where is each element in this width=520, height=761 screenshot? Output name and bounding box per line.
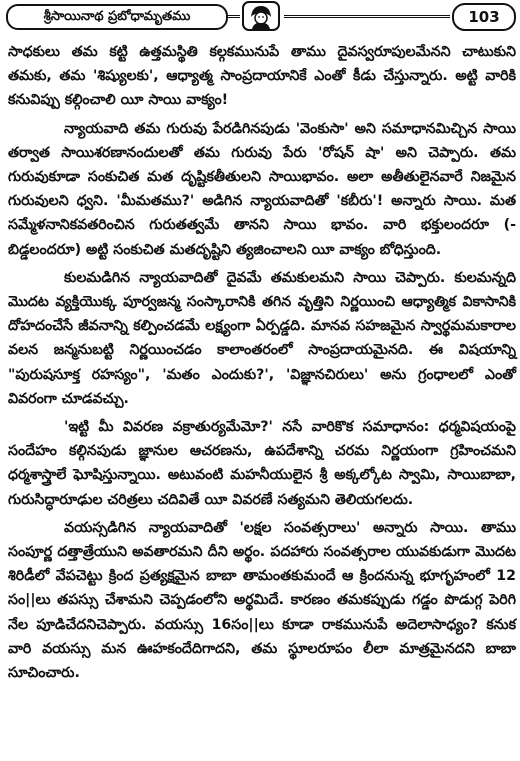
page-body bbox=[8, 40, 516, 685]
paragraph: వయస్సడిగిన న్యాయవాదితో 'లక్షల సంవత్సరాలు' అన్నారు సాయి. తాము సంపూర్ణ దత్తాత్రేయుని అవతారమని దీని అర్థం. పదహారు సంవత్సరాల యువకుడుగా మొదట శిరిడీలో వేపచెట్టు క్రింద ప్రత్యక్షమైన బాబా తామంతకుమందే ఆ క్రిందనున్న భూగృహంలో 12 సం||లు తపస్సు చేశామని చెప్పడంలోని అర్థమిదే. కారణం తమకప్పుడు గడ్డం పొడుగ్గ పెరిగి నేల పూడిచేదనిచెప్పారు. వయస్సు 16సం||లు కూడా రాకమునుపే అదెలాసాధ్యం? కనుక వారి వయస్సు మన ఊహకందేదిగాదని, తమ స్థూలరూపం లీలా మాత్రమైనదని బాబా సూచించారు. bbox=[8, 519, 516, 682]
header-rule-left bbox=[226, 15, 240, 18]
saint-portrait-icon bbox=[242, 1, 280, 31]
header-rule-right bbox=[284, 15, 450, 18]
page-number: 103 bbox=[452, 3, 516, 31]
paragraph: 'ఇట్టి మీ వివరణ వక్రాతుర్యమేమో?' నసే వారికొక సమాధానం: ధర్మవిషయంపై సందేహం కల్గినపుడు జ్ఞానుల ఆచరణను, ఉపదేశాన్ని చరమ నిర్ణయంగా గ్రహించమని ధర్మశాస్త్రాలే ఘోషిస్తున్నాయి. అటువంటి మహనీయులైన శ్రీ అక్కల్కోట స్వామి, సాయిబాబా, గురుసిద్ధారూఢుల చరిత్రలు చదివితే యీ వివరణే సత్యమని తెలియగలదు. bbox=[8, 419, 516, 508]
paragraph: న్యాయవాది తమ గురువు పేరడిగినపుడు 'వెంకుసా' అని సమాధానమిచ్చిన సాయి తర్వాత సాయిశరణానందులతో తమ గురువు పేరు 'రోషన్ షా' అని చెప్పారు. తమ గురువుకూడా సంకుచిత మత దృష్టికతీతులని సాయిభావం. అలా అతీతులైనవారే నిజమైన గురువులని ధ్వని. 'మీమతము?' అడిగిన న్యాయవాదితో 'కబీరు'! అన్నారు సాయి. మత సమ్మేళనానికవతరించిన గురుతత్వమే తానని సాయి భావం. వారి భక్తులందరూ (-బిడ్డలందరూ) అట్టి సంకుచిత మతదృష్టిని త్యజించాలని యీ వాక్యం బోధిస్తుంది. bbox=[8, 120, 516, 258]
paragraph: సాధకులు తమ కట్టి ఉత్తమస్థితి కల్గకమునుపే తాము దైవస్వరూపులమేనని చాటుకుని తమకు, తమ 'శిష్యులకు', ఆధ్యాత్మ సాంప్రదాయానికే ఎంతో కీడు చేస్తున్నారు. అట్టి వారికి కనువిప్పు కల్గించాలి యీ సాయి వాక్యం! bbox=[8, 44, 516, 109]
book-title: శ్రీసాయినాథ ప్రబోధామృతము bbox=[6, 4, 228, 30]
paragraph: కులమడిగిన న్యాయవాదితో దైవమే తమకులమని సాయి చెప్పారు. కులమన్నది మొదట వ్యక్తియొక్క పూర్వజన్మ సంస్కారానికి తగిన వృత్తిని నిర్ణయించి ఆధ్యాత్మిక వికాసానికి దోహదంచేసే జీవనాన్ని కల్పించడమే లక్ష్యంగా ఏర్పడ్డది. మానవ సహజమైన స్వార్థమమకారాల వలన జన్మనుబట్టి నిర్ణయించడం కాలాంతరంలో సాంప్రదాయమైనది. ఈ విషయాన్ని "పురుషసూక్త రహస్యం", 'మతం ఎందుకు?', 'విజ్ఞానచిరులు' అను గ్రంధాలలో ఎంతో వివరంగా చూడవచ్చు. bbox=[8, 269, 516, 407]
page-header bbox=[0, 0, 520, 36]
